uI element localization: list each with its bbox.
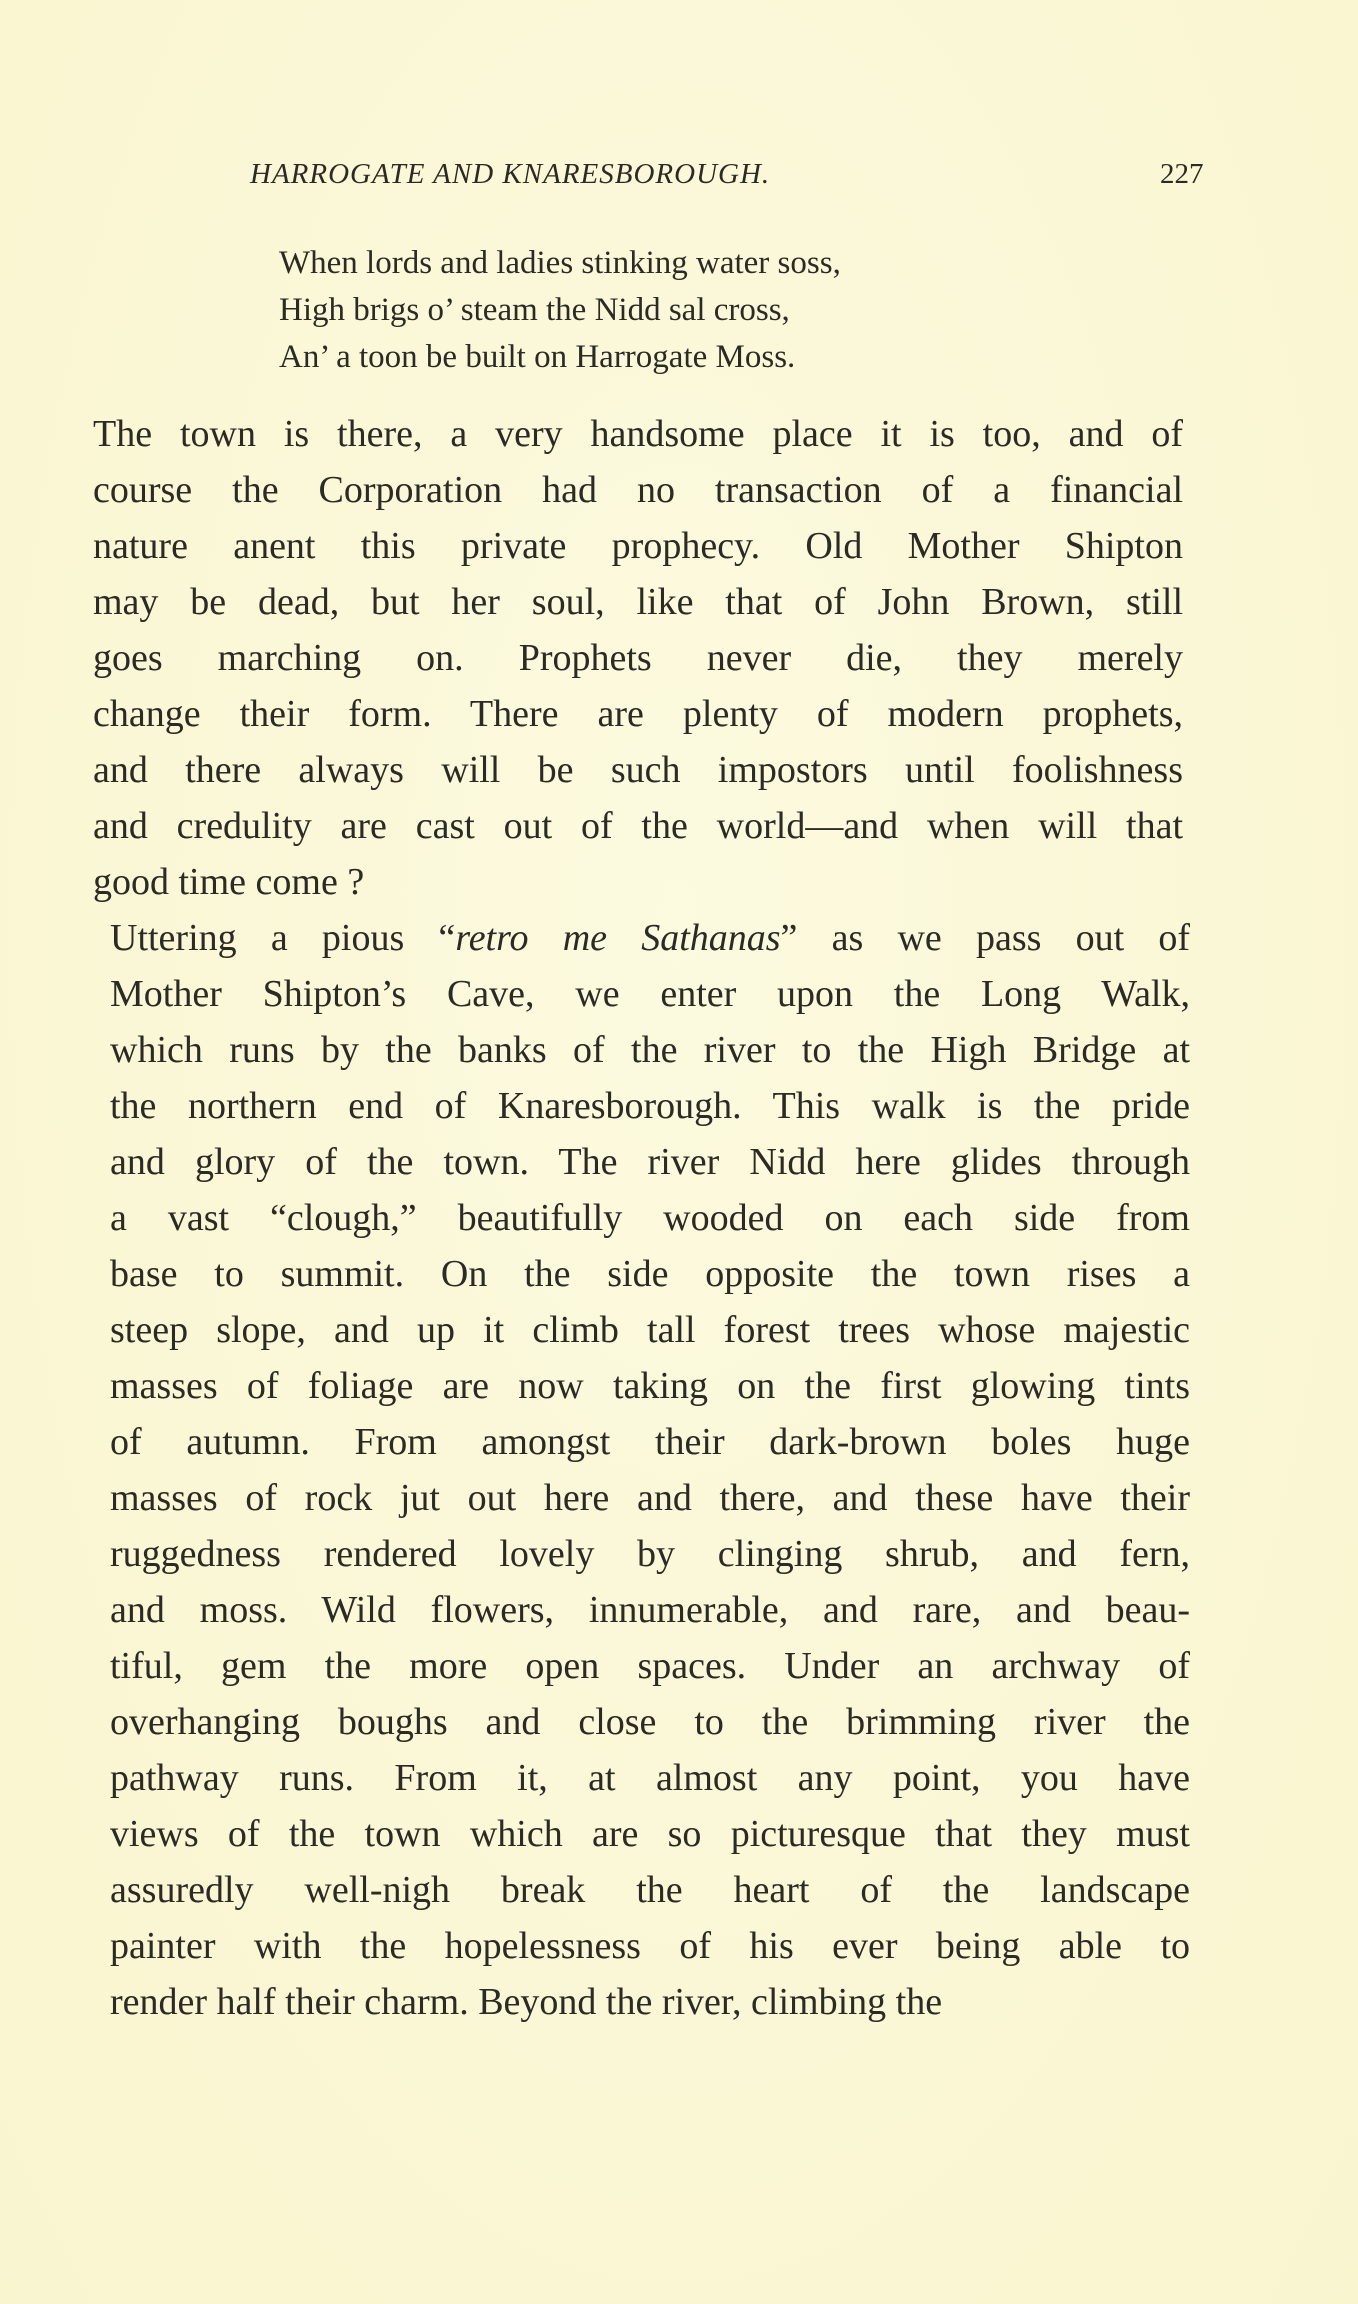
verse-quotation [279,240,841,381]
text-line: and credulity are cast out of the world—and when will that [93,805,1183,847]
verse-line: An’ a toon be built on Harrogate Moss. [279,339,796,375]
verse-line: High brigs o’ steam the Nidd sal cross, [279,292,790,328]
text-line: and there always will be such impostors until foolishness [93,749,1183,791]
text-line: a vast “clough,” beautifully wooded on each side from [110,1197,1190,1239]
paragraph-1 [93,406,1183,910]
text-line: nature anent this private prophecy. Old Mother Shipton [93,525,1183,567]
verse-line: When lords and ladies stinking water soss, [279,245,841,281]
text-line: render half their charm. Beyond the river, climbing the [110,1981,943,2023]
text-line: good time come ? [93,861,365,903]
text-line: change their form. There are plenty of modern prophets, [93,693,1183,735]
text-line: Mother Shipton’s Cave, we enter upon the Long Walk, [110,973,1190,1015]
running-title: HARROGATE AND KNARESBOROUGH. [250,158,771,190]
text-line: tiful, gem the more open spaces. Under an archway of [110,1645,1190,1687]
text-line: and glory of the town. The river Nidd here glides through [110,1141,1190,1183]
text-line: views of the town which are so picturesque that they must [110,1813,1190,1855]
text-line: assuredly well-nigh break the heart of the landscape [110,1869,1190,1911]
text-line: masses of rock jut out here and there, and these have their [110,1477,1190,1519]
text-line [110,910,1190,966]
text-line: steep slope, and up it climb tall forest trees whose majestic [110,1309,1190,1351]
paragraph-2 [110,910,1190,2030]
page-number: 227 [1160,158,1204,190]
text-line: and moss. Wild flowers, innumerable, and rare, and beau- [110,1589,1190,1631]
text-line: may be dead, but her soul, like that of John Brown, still [93,581,1183,623]
text-line: ruggedness rendered lovely by clinging shrub, and fern, [110,1533,1190,1575]
text-line: which runs by the banks of the river to the High Bridge at [110,1029,1190,1071]
text-line: masses of foliage are now taking on the first glowing tints [110,1365,1190,1407]
latin-phrase: retro me Sathanas [455,917,781,959]
text-line: overhanging boughs and close to the brimming river the [110,1701,1190,1743]
text-line: goes marching on. Prophets never die, they merely [93,637,1183,679]
text-line: of autumn. From amongst their dark-brown boles huge [110,1421,1190,1463]
text-span: ” as we pass out of [780,917,1190,959]
text-line: course the Corporation had no transaction of a financial [93,469,1183,511]
text-line: base to summit. On the side opposite the town rises a [110,1253,1190,1295]
text-line: the northern end of Knaresborough. This walk is the pride [110,1085,1190,1127]
text-line: pathway runs. From it, at almost any point, you have [110,1757,1190,1799]
text-line: The town is there, a very handsome place it is too, and of [93,413,1183,455]
text-span: Uttering a pious “ [110,917,456,959]
text-line: painter with the hopelessness of his ever being able to [110,1925,1190,1967]
